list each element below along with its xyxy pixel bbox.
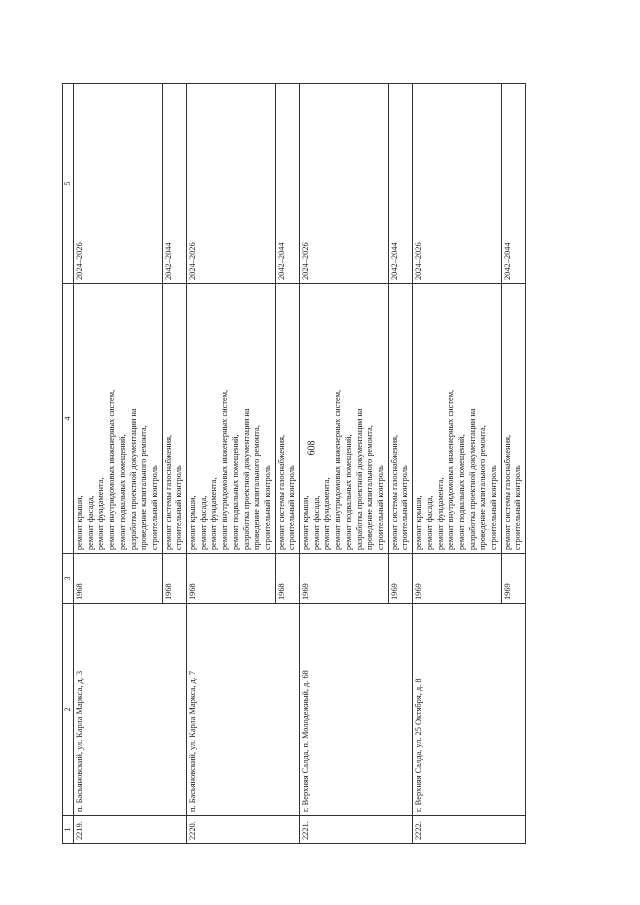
repair-works xyxy=(162,284,186,554)
repair-period: 2042–2044 xyxy=(275,84,299,284)
repair-work-item: ремонт фундамента, xyxy=(322,477,332,550)
table-row xyxy=(300,84,389,844)
construction-year: 1968 xyxy=(275,554,299,604)
repair-work-item: ремонт подвальных помещений, xyxy=(117,434,127,550)
repair-work-item: ремонт крыши, xyxy=(414,495,424,550)
table-row xyxy=(413,84,502,844)
repair-work-item: разработка проектной документации на xyxy=(467,408,477,550)
column-number: 2 xyxy=(63,604,74,816)
construction-year: 1968 xyxy=(74,554,163,604)
repair-period: 2024–2026 xyxy=(413,84,502,284)
repair-work-item: разработка проектной документации на xyxy=(354,408,364,550)
capital-repair-table xyxy=(62,83,526,844)
repair-period: 2042–2044 xyxy=(162,84,186,284)
repair-work-item: строительный контроль xyxy=(287,465,297,550)
table-row xyxy=(74,84,163,844)
repair-period: 2042–2044 xyxy=(388,84,412,284)
repair-works xyxy=(300,284,389,554)
row-number: 2222. xyxy=(413,816,526,844)
repair-work-item: строительный контроль xyxy=(489,465,499,550)
column-number: 5 xyxy=(63,84,74,284)
table-row xyxy=(187,84,276,844)
repair-work-item: проведение капитального ремонта, xyxy=(365,425,375,550)
repair-work-item: ремонт подвальных помещений, xyxy=(456,434,466,550)
repair-work-item: ремонт системы газоснабжения, xyxy=(502,434,512,550)
repair-work-item: ремонт крыши, xyxy=(301,495,311,550)
repair-work-item: ремонт фасада, xyxy=(311,495,321,550)
repair-work-item: проведение капитального ремонта, xyxy=(478,425,488,550)
repair-works xyxy=(413,284,502,554)
repair-work-item: ремонт фундамента, xyxy=(209,477,219,550)
repair-work-item: ремонт фасада, xyxy=(85,495,95,550)
repair-work-item: разработка проектной документации на xyxy=(128,408,138,550)
rotated-table-sheet xyxy=(62,84,578,844)
repair-work-item: проведение капитального ремонта, xyxy=(252,425,262,550)
repair-period: 2024–2026 xyxy=(300,84,389,284)
repair-work-item: ремонт крыши, xyxy=(75,495,84,550)
construction-year: 1969 xyxy=(388,554,412,604)
repair-work-item: ремонт подвальных помещений, xyxy=(343,434,353,550)
repair-work-item: ремонт крыши, xyxy=(188,495,198,550)
column-number: 4 xyxy=(63,284,74,554)
building-address: г. Верхняя Салда, ул. 25 Октября, д. 8 xyxy=(413,604,526,816)
row-number: 2220. xyxy=(187,816,300,844)
column-number: 1 xyxy=(63,816,74,844)
repair-work-item: строительный контроль xyxy=(375,465,385,550)
repair-works xyxy=(187,284,276,554)
repair-work-item: ремонт фасада, xyxy=(424,495,434,550)
repair-works xyxy=(501,284,525,554)
repair-work-item: ремонт внутридомовых инженерных систем, xyxy=(220,389,230,550)
repair-work-item: строительный контроль xyxy=(149,465,159,550)
column-number: 3 xyxy=(63,554,74,604)
repair-work-item: ремонт системы газоснабжения, xyxy=(163,434,173,550)
page-number: 608 xyxy=(306,440,318,456)
repair-work-item: ремонт фундамента, xyxy=(435,477,445,550)
repair-work-item: ремонт внутридомовых инженерных систем, xyxy=(333,389,343,550)
building-address: п. Басьяновский, ул. Карла Маркса, д. 7 xyxy=(187,604,300,816)
repair-work-item: строительный контроль xyxy=(513,465,523,550)
repair-works xyxy=(275,284,299,554)
building-address: п. Басьяновский, ул. Карла Маркса, д. 3 xyxy=(74,604,187,816)
column-number-row xyxy=(63,84,74,844)
repair-work-item: ремонт внутридомовых инженерных систем, xyxy=(446,389,456,550)
repair-period: 2024–2026 xyxy=(74,84,163,284)
repair-work-item: ремонт фасада, xyxy=(198,495,208,550)
repair-work-item: ремонт фундамента, xyxy=(96,477,106,550)
repair-period: 2024–2026 xyxy=(187,84,276,284)
repair-work-item: ремонт подвальных помещений, xyxy=(230,434,240,550)
repair-work-item: ремонт системы газоснабжения, xyxy=(276,434,286,550)
row-number: 2221. xyxy=(300,816,413,844)
repair-work-item: строительный контроль xyxy=(262,465,272,550)
construction-year: 1968 xyxy=(187,554,276,604)
repair-work-item: проведение капитального ремонта, xyxy=(139,425,149,550)
repair-work-item: ремонт системы газоснабжения, xyxy=(389,434,399,550)
construction-year: 1969 xyxy=(501,554,525,604)
repair-works xyxy=(74,284,163,554)
construction-year: 1969 xyxy=(413,554,502,604)
repair-work-item: строительный контроль xyxy=(400,465,410,550)
repair-work-item: ремонт внутридомовых инженерных систем, xyxy=(107,389,117,550)
repair-work-item: строительный контроль xyxy=(174,465,184,550)
row-number: 2219. xyxy=(74,816,187,844)
repair-works xyxy=(388,284,412,554)
repair-work-item: разработка проектной документации на xyxy=(241,408,251,550)
construction-year: 1969 xyxy=(300,554,389,604)
building-address: г. Верхняя Салда, п. Молодежный, д. 68 xyxy=(300,604,413,816)
repair-period: 2042–2044 xyxy=(501,84,525,284)
construction-year: 1968 xyxy=(162,554,186,604)
